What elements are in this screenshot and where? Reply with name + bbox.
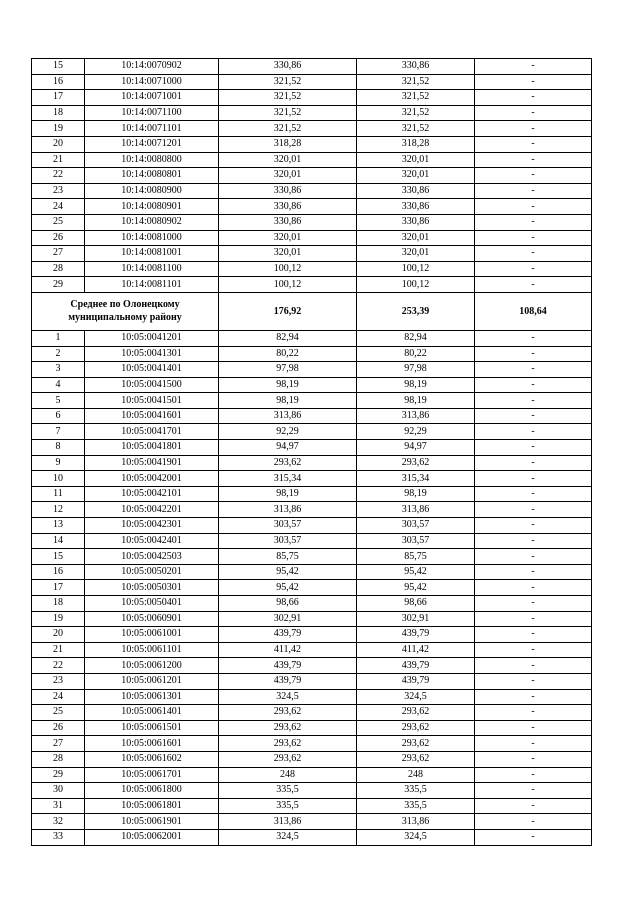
table-row <box>32 246 592 262</box>
cell-value-a: 92,29 <box>219 424 357 440</box>
cell-value-c: - <box>475 549 592 565</box>
cell-cadastral-number: 10:05:0060901 <box>85 611 219 627</box>
cell-cadastral-number: 10:05:0061301 <box>85 689 219 705</box>
cell-value-b: 411,42 <box>357 642 475 658</box>
table-row <box>32 168 592 184</box>
cell-value-a: 97,98 <box>219 362 357 378</box>
summary-row <box>32 292 592 330</box>
cell-row-number: 15 <box>32 549 85 565</box>
cell-value-c: - <box>475 261 592 277</box>
cell-row-number: 26 <box>32 720 85 736</box>
table-row <box>32 580 592 596</box>
cell-value-a: 321,52 <box>219 74 357 90</box>
cell-value-c: - <box>475 393 592 409</box>
cell-value-b: 321,52 <box>357 105 475 121</box>
cell-row-number: 4 <box>32 377 85 393</box>
cell-row-number: 22 <box>32 168 85 184</box>
cell-value-b: 98,66 <box>357 596 475 612</box>
cell-value-a: 330,86 <box>219 183 357 199</box>
cell-value-b: 293,62 <box>357 455 475 471</box>
cell-cadastral-number: 10:05:0042101 <box>85 486 219 502</box>
cell-row-number: 32 <box>32 814 85 830</box>
cell-value-a: 330,86 <box>219 214 357 230</box>
cell-value-b: 303,57 <box>357 533 475 549</box>
cell-cadastral-number: 10:14:0080902 <box>85 214 219 230</box>
table-row <box>32 720 592 736</box>
cell-row-number: 22 <box>32 658 85 674</box>
cell-cadastral-number: 10:05:0061901 <box>85 814 219 830</box>
table-row <box>32 767 592 783</box>
cell-value-a: 248 <box>219 767 357 783</box>
cell-row-number: 16 <box>32 74 85 90</box>
cell-value-c: - <box>475 720 592 736</box>
cell-value-b: 439,79 <box>357 627 475 643</box>
cell-value-c: - <box>475 152 592 168</box>
cell-value-b: 320,01 <box>357 168 475 184</box>
cell-value-b: 320,01 <box>357 230 475 246</box>
table-group-next-district <box>32 330 592 845</box>
cell-value-c: - <box>475 408 592 424</box>
cell-cadastral-number: 10:05:0061601 <box>85 736 219 752</box>
cell-cadastral-number: 10:05:0041501 <box>85 393 219 409</box>
cell-value-a: 293,62 <box>219 720 357 736</box>
cell-value-b: 324,5 <box>357 829 475 845</box>
cell-value-b: 293,62 <box>357 720 475 736</box>
cell-value-b: 92,29 <box>357 424 475 440</box>
cell-value-b: 98,19 <box>357 393 475 409</box>
cell-value-a: 315,34 <box>219 471 357 487</box>
cell-value-a: 330,86 <box>219 59 357 75</box>
cell-value-c: - <box>475 705 592 721</box>
cell-value-c: - <box>475 136 592 152</box>
cell-value-b: 439,79 <box>357 658 475 674</box>
summary-col3: 176,92 <box>219 292 357 330</box>
cell-value-b: 82,94 <box>357 330 475 346</box>
table-row <box>32 814 592 830</box>
cell-value-b: 330,86 <box>357 183 475 199</box>
summary-col5: 108,64 <box>475 292 592 330</box>
cell-value-b: 320,01 <box>357 152 475 168</box>
cell-cadastral-number: 10:05:0061200 <box>85 658 219 674</box>
cell-value-a: 293,62 <box>219 705 357 721</box>
cell-row-number: 12 <box>32 502 85 518</box>
cell-value-a: 335,5 <box>219 783 357 799</box>
cell-row-number: 23 <box>32 673 85 689</box>
table-row <box>32 408 592 424</box>
cell-value-a: 320,01 <box>219 152 357 168</box>
cell-value-a: 80,22 <box>219 346 357 362</box>
cell-cadastral-number: 10:05:0042001 <box>85 471 219 487</box>
cell-cadastral-number: 10:05:0041500 <box>85 377 219 393</box>
cell-cadastral-number: 10:14:0071101 <box>85 121 219 137</box>
cell-value-b: 293,62 <box>357 751 475 767</box>
table-row <box>32 90 592 106</box>
cell-row-number: 6 <box>32 408 85 424</box>
cell-cadastral-number: 10:05:0041801 <box>85 440 219 456</box>
cell-value-a: 98,19 <box>219 393 357 409</box>
cell-value-a: 321,52 <box>219 105 357 121</box>
cell-value-a: 98,19 <box>219 486 357 502</box>
table-row <box>32 596 592 612</box>
cell-value-b: 315,34 <box>357 471 475 487</box>
cell-row-number: 8 <box>32 440 85 456</box>
cell-row-number: 18 <box>32 596 85 612</box>
cell-value-c: - <box>475 455 592 471</box>
cell-value-b: 80,22 <box>357 346 475 362</box>
cell-row-number: 21 <box>32 152 85 168</box>
cell-row-number: 9 <box>32 455 85 471</box>
cell-value-b: 439,79 <box>357 673 475 689</box>
cell-row-number: 1 <box>32 330 85 346</box>
cell-cadastral-number: 10:05:0061201 <box>85 673 219 689</box>
cell-cadastral-number: 10:05:0041201 <box>85 330 219 346</box>
cell-value-c: - <box>475 214 592 230</box>
table-row <box>32 152 592 168</box>
cell-cadastral-number: 10:05:0061701 <box>85 767 219 783</box>
cell-value-b: 303,57 <box>357 518 475 534</box>
cell-cadastral-number: 10:14:0071000 <box>85 74 219 90</box>
cell-value-b: 330,86 <box>357 59 475 75</box>
cell-value-b: 335,5 <box>357 798 475 814</box>
cell-cadastral-number: 10:14:0071201 <box>85 136 219 152</box>
cell-cadastral-number: 10:05:0042301 <box>85 518 219 534</box>
cell-cadastral-number: 10:05:0050201 <box>85 564 219 580</box>
cell-value-a: 439,79 <box>219 658 357 674</box>
cell-value-c: - <box>475 346 592 362</box>
cell-cadastral-number: 10:14:0071001 <box>85 90 219 106</box>
table-group-olonets <box>32 59 592 293</box>
table-row <box>32 751 592 767</box>
cell-value-c: - <box>475 168 592 184</box>
cell-cadastral-number: 10:05:0050401 <box>85 596 219 612</box>
cell-value-b: 95,42 <box>357 564 475 580</box>
table-row <box>32 121 592 137</box>
cell-cadastral-number: 10:05:0061800 <box>85 783 219 799</box>
cell-value-a: 100,12 <box>219 277 357 293</box>
cell-value-a: 85,75 <box>219 549 357 565</box>
table-row <box>32 440 592 456</box>
cell-value-a: 439,79 <box>219 627 357 643</box>
table-row <box>32 346 592 362</box>
table-row <box>32 533 592 549</box>
cell-value-b: 330,86 <box>357 214 475 230</box>
table-row <box>32 689 592 705</box>
cell-row-number: 13 <box>32 518 85 534</box>
cell-value-b: 97,98 <box>357 362 475 378</box>
cell-row-number: 17 <box>32 90 85 106</box>
cell-value-a: 320,01 <box>219 168 357 184</box>
cell-value-c: - <box>475 424 592 440</box>
cell-row-number: 20 <box>32 627 85 643</box>
cell-row-number: 29 <box>32 277 85 293</box>
cell-value-c: - <box>475 518 592 534</box>
cell-value-c: - <box>475 798 592 814</box>
cell-cadastral-number: 10:05:0042503 <box>85 549 219 565</box>
cell-value-a: 98,66 <box>219 596 357 612</box>
cell-row-number: 7 <box>32 424 85 440</box>
cell-value-b: 335,5 <box>357 783 475 799</box>
cell-value-c: - <box>475 783 592 799</box>
cell-value-c: - <box>475 673 592 689</box>
cell-value-b: 324,5 <box>357 689 475 705</box>
table-row <box>32 549 592 565</box>
table-row <box>32 277 592 293</box>
cell-row-number: 31 <box>32 798 85 814</box>
cell-row-number: 28 <box>32 751 85 767</box>
cell-row-number: 19 <box>32 611 85 627</box>
cell-value-b: 100,12 <box>357 277 475 293</box>
cell-row-number: 16 <box>32 564 85 580</box>
table-row <box>32 829 592 845</box>
table-row <box>32 502 592 518</box>
cell-value-b: 330,86 <box>357 199 475 215</box>
cell-row-number: 28 <box>32 261 85 277</box>
table-row <box>32 673 592 689</box>
cell-value-b: 321,52 <box>357 90 475 106</box>
cell-value-c: - <box>475 183 592 199</box>
cell-cadastral-number: 10:05:0061401 <box>85 705 219 721</box>
table-row <box>32 59 592 75</box>
table-row <box>32 642 592 658</box>
cell-value-b: 94,97 <box>357 440 475 456</box>
table-row <box>32 658 592 674</box>
cell-row-number: 11 <box>32 486 85 502</box>
cell-row-number: 20 <box>32 136 85 152</box>
cell-row-number: 24 <box>32 199 85 215</box>
cell-value-c: - <box>475 502 592 518</box>
cell-value-a: 439,79 <box>219 673 357 689</box>
cell-value-b: 320,01 <box>357 246 475 262</box>
table-row <box>32 330 592 346</box>
table-row <box>32 230 592 246</box>
cell-cadastral-number: 10:05:0041301 <box>85 346 219 362</box>
table-row <box>32 362 592 378</box>
cell-row-number: 23 <box>32 183 85 199</box>
cell-value-a: 313,86 <box>219 502 357 518</box>
cadastral-value-table <box>31 58 592 846</box>
table-summary-section <box>32 292 592 330</box>
cell-value-a: 82,94 <box>219 330 357 346</box>
cell-row-number: 17 <box>32 580 85 596</box>
summary-col4: 253,39 <box>357 292 475 330</box>
cell-cadastral-number: 10:14:0080800 <box>85 152 219 168</box>
cell-value-c: - <box>475 105 592 121</box>
cell-value-c: - <box>475 642 592 658</box>
cell-cadastral-number: 10:14:0071100 <box>85 105 219 121</box>
cell-cadastral-number: 10:05:0041401 <box>85 362 219 378</box>
cell-value-c: - <box>475 377 592 393</box>
cell-value-a: 95,42 <box>219 580 357 596</box>
cell-cadastral-number: 10:05:0041601 <box>85 408 219 424</box>
cell-value-c: - <box>475 751 592 767</box>
table-row <box>32 424 592 440</box>
cell-cadastral-number: 10:14:0081100 <box>85 261 219 277</box>
cell-row-number: 18 <box>32 105 85 121</box>
table-row <box>32 136 592 152</box>
cell-value-a: 330,86 <box>219 199 357 215</box>
cell-row-number: 3 <box>32 362 85 378</box>
cell-cadastral-number: 10:14:0080900 <box>85 183 219 199</box>
cell-value-c: - <box>475 486 592 502</box>
cell-row-number: 10 <box>32 471 85 487</box>
cell-value-b: 313,86 <box>357 408 475 424</box>
cell-cadastral-number: 10:14:0080801 <box>85 168 219 184</box>
cell-value-a: 324,5 <box>219 829 357 845</box>
cell-value-c: - <box>475 277 592 293</box>
cell-row-number: 15 <box>32 59 85 75</box>
cell-value-b: 318,28 <box>357 136 475 152</box>
cell-value-a: 321,52 <box>219 90 357 106</box>
cell-row-number: 30 <box>32 783 85 799</box>
cell-value-a: 95,42 <box>219 564 357 580</box>
cell-value-b: 248 <box>357 767 475 783</box>
table-row <box>32 455 592 471</box>
cell-row-number: 26 <box>32 230 85 246</box>
cell-value-c: - <box>475 814 592 830</box>
cell-row-number: 19 <box>32 121 85 137</box>
cell-value-c: - <box>475 596 592 612</box>
cell-value-a: 313,86 <box>219 814 357 830</box>
cell-cadastral-number: 10:05:0050301 <box>85 580 219 596</box>
cell-value-b: 85,75 <box>357 549 475 565</box>
cell-value-a: 303,57 <box>219 518 357 534</box>
cell-row-number: 14 <box>32 533 85 549</box>
cell-value-c: - <box>475 471 592 487</box>
cell-cadastral-number: 10:05:0061501 <box>85 720 219 736</box>
table-row <box>32 199 592 215</box>
cell-value-b: 95,42 <box>357 580 475 596</box>
table-row <box>32 564 592 580</box>
cell-value-a: 318,28 <box>219 136 357 152</box>
table-row <box>32 627 592 643</box>
cell-value-a: 293,62 <box>219 736 357 752</box>
cell-value-b: 293,62 <box>357 705 475 721</box>
cell-value-a: 98,19 <box>219 377 357 393</box>
table-row <box>32 611 592 627</box>
cell-value-c: - <box>475 564 592 580</box>
cell-value-c: - <box>475 230 592 246</box>
cell-value-a: 324,5 <box>219 689 357 705</box>
cell-value-a: 320,01 <box>219 246 357 262</box>
cell-row-number: 29 <box>32 767 85 783</box>
cell-cadastral-number: 10:14:0080901 <box>85 199 219 215</box>
cell-value-a: 335,5 <box>219 798 357 814</box>
cell-value-b: 98,19 <box>357 486 475 502</box>
cell-row-number: 27 <box>32 246 85 262</box>
cell-value-b: 321,52 <box>357 74 475 90</box>
cell-value-c: - <box>475 74 592 90</box>
cell-cadastral-number: 10:05:0041701 <box>85 424 219 440</box>
cell-cadastral-number: 10:14:0081001 <box>85 246 219 262</box>
cell-cadastral-number: 10:05:0041901 <box>85 455 219 471</box>
cell-value-c: - <box>475 627 592 643</box>
cell-row-number: 25 <box>32 214 85 230</box>
cell-cadastral-number: 10:05:0061001 <box>85 627 219 643</box>
cell-value-c: - <box>475 611 592 627</box>
cell-cadastral-number: 10:05:0042401 <box>85 533 219 549</box>
cell-value-c: - <box>475 736 592 752</box>
cell-row-number: 2 <box>32 346 85 362</box>
table-row <box>32 105 592 121</box>
cell-value-c: - <box>475 330 592 346</box>
cell-value-c: - <box>475 362 592 378</box>
cell-value-b: 313,86 <box>357 502 475 518</box>
cell-cadastral-number: 10:05:0061101 <box>85 642 219 658</box>
cell-value-a: 303,57 <box>219 533 357 549</box>
cell-value-c: - <box>475 829 592 845</box>
cell-value-c: - <box>475 533 592 549</box>
table-row <box>32 798 592 814</box>
cell-value-a: 94,97 <box>219 440 357 456</box>
cell-row-number: 27 <box>32 736 85 752</box>
table-row <box>32 261 592 277</box>
cell-cadastral-number: 10:14:0070902 <box>85 59 219 75</box>
cell-row-number: 21 <box>32 642 85 658</box>
cell-value-c: - <box>475 59 592 75</box>
table-row <box>32 183 592 199</box>
cell-value-c: - <box>475 90 592 106</box>
table-row <box>32 783 592 799</box>
cell-value-a: 302,91 <box>219 611 357 627</box>
cell-value-b: 293,62 <box>357 736 475 752</box>
cell-cadastral-number: 10:14:0081101 <box>85 277 219 293</box>
table-row <box>32 214 592 230</box>
cell-value-b: 321,52 <box>357 121 475 137</box>
cell-value-c: - <box>475 246 592 262</box>
cell-value-c: - <box>475 658 592 674</box>
cell-value-a: 320,01 <box>219 230 357 246</box>
table-row <box>32 471 592 487</box>
cell-value-a: 321,52 <box>219 121 357 137</box>
table-row <box>32 393 592 409</box>
cell-cadastral-number: 10:05:0061801 <box>85 798 219 814</box>
table-row <box>32 377 592 393</box>
table-row <box>32 518 592 534</box>
cell-value-a: 100,12 <box>219 261 357 277</box>
cell-row-number: 33 <box>32 829 85 845</box>
cell-cadastral-number: 10:14:0081000 <box>85 230 219 246</box>
cell-row-number: 24 <box>32 689 85 705</box>
cell-cadastral-number: 10:05:0062001 <box>85 829 219 845</box>
cell-cadastral-number: 10:05:0042201 <box>85 502 219 518</box>
cell-value-b: 313,86 <box>357 814 475 830</box>
cell-value-a: 313,86 <box>219 408 357 424</box>
cell-cadastral-number: 10:05:0061602 <box>85 751 219 767</box>
cell-value-b: 98,19 <box>357 377 475 393</box>
cell-row-number: 5 <box>32 393 85 409</box>
cell-value-c: - <box>475 440 592 456</box>
cell-value-c: - <box>475 767 592 783</box>
cell-row-number: 25 <box>32 705 85 721</box>
cell-value-c: - <box>475 121 592 137</box>
cell-value-a: 411,42 <box>219 642 357 658</box>
table-row <box>32 486 592 502</box>
table-row <box>32 705 592 721</box>
table-row <box>32 74 592 90</box>
cell-value-a: 293,62 <box>219 455 357 471</box>
table-row <box>32 736 592 752</box>
cell-value-c: - <box>475 580 592 596</box>
cell-value-b: 100,12 <box>357 261 475 277</box>
cell-value-c: - <box>475 199 592 215</box>
cell-value-a: 293,62 <box>219 751 357 767</box>
summary-label: Среднее по Олонецкому муниципальному району <box>32 292 219 330</box>
cell-value-c: - <box>475 689 592 705</box>
cell-value-b: 302,91 <box>357 611 475 627</box>
